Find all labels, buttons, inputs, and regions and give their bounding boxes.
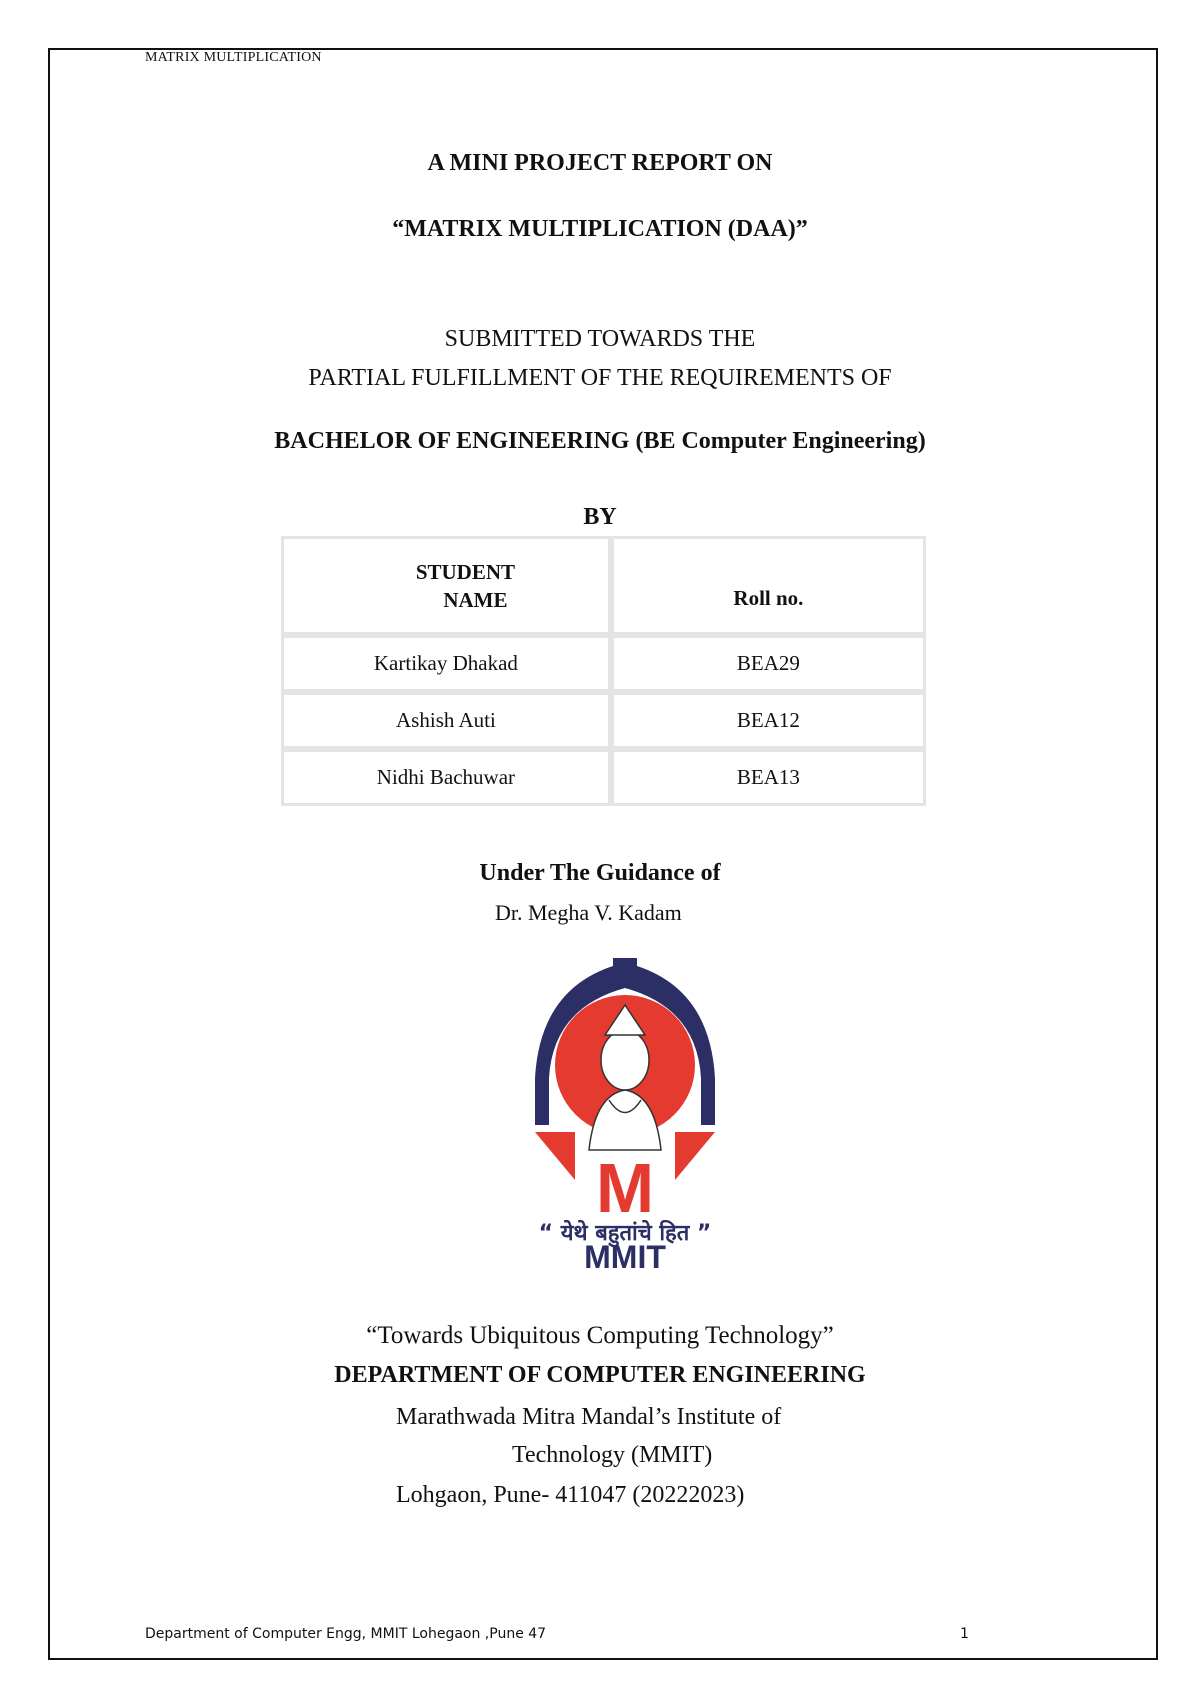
student-name-cell: Kartikay Dhakad <box>281 635 611 692</box>
roll-no-cell: BEA13 <box>611 749 926 806</box>
figure-head <box>601 1030 649 1090</box>
report-title-line2: “MATRIX MULTIPLICATION (DAA)” <box>392 216 808 242</box>
institute-motto: “Towards Ubiquitous Computing Technology” <box>366 1322 834 1349</box>
student-name-cell: Nidhi Bachuwar <box>281 749 611 806</box>
guide-name: Dr. Megha V. Kadam <box>495 900 682 925</box>
logo-abbr: MMIT <box>584 1239 666 1270</box>
roll-no-cell: BEA29 <box>611 635 926 692</box>
student-name-header-line2: NAME <box>443 587 508 612</box>
logo-monogram: M <box>595 1149 655 1227</box>
table-row <box>281 749 926 806</box>
degree-title: BACHELOR OF ENGINEERING (BE Computer Engineering) <box>274 428 926 454</box>
report-title-line1: A MINI PROJECT REPORT ON <box>427 150 773 176</box>
logo-tagline: “ येथे बहुतांचे हित ” <box>538 1221 712 1246</box>
institute-address: Lohgaon, Pune- 411047 (20222023) <box>396 1482 745 1508</box>
institute-name-line1: Marathwada Mitra Mandal’s Institute of <box>396 1404 782 1430</box>
running-header: MATRIX MULTIPLICATION <box>145 50 322 65</box>
submission-line2: PARTIAL FULFILLMENT OF THE REQUIREMENTS OF <box>308 365 892 391</box>
table-row <box>281 635 926 692</box>
submission-line1: SUBMITTED TOWARDS THE <box>444 326 756 352</box>
page-number: 1 <box>960 1626 969 1642</box>
student-name-header-line1: STUDENT <box>415 559 516 584</box>
institute-name-line2: Technology (MMIT) <box>512 1442 713 1468</box>
student-name-header <box>281 536 611 635</box>
by-label: BY <box>583 504 617 530</box>
left-wedge <box>535 1132 575 1180</box>
guidance-label: Under The Guidance of <box>479 860 721 886</box>
right-wedge <box>675 1132 715 1180</box>
department-name: DEPARTMENT OF COMPUTER ENGINEERING <box>334 1362 866 1388</box>
roll-no-header: Roll no. <box>611 536 926 635</box>
footer-text: Department of Computer Engg, MMIT Lohegaon ,Pune 47 <box>145 1626 547 1642</box>
mmit-logo <box>505 950 745 1270</box>
students-table <box>281 536 926 806</box>
table-header-row <box>281 536 926 635</box>
table-row <box>281 692 926 749</box>
student-name-cell: Ashish Auti <box>281 692 611 749</box>
roll-no-cell: BEA12 <box>611 692 926 749</box>
